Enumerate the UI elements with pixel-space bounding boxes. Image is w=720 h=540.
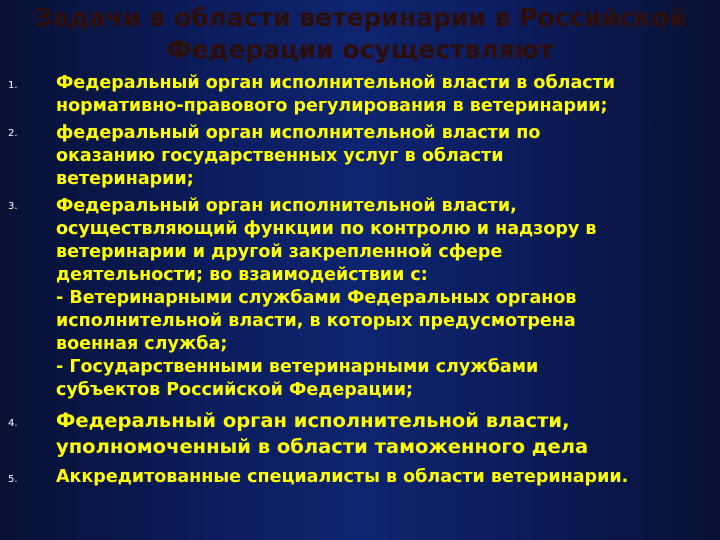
slide-title-line-2: Федерации осуществляют — [166, 35, 554, 64]
list-item-2 — [0, 122, 720, 191]
list-item-4 — [0, 408, 720, 460]
list-item-line: исполнительной власти, в которых предусмотрена — [56, 311, 576, 331]
slide-title — [0, 2, 720, 66]
list-item-number: 1. — [8, 80, 18, 91]
list-item-line: военная служба; — [56, 334, 228, 354]
list-item-line: федеральный орган исполнительной власти по — [56, 123, 541, 143]
list-item-line: уполномоченный в области таможенного дела — [56, 435, 589, 458]
list-item-line: деятельности; во взаимодействии с: — [56, 265, 428, 285]
slide-title-line-1: Задачи в области ветеринарии в Российской — [34, 3, 686, 32]
list-item-number: 5. — [8, 474, 18, 485]
list-item-text — [56, 408, 712, 460]
list-item-text — [56, 466, 712, 489]
list-item-number: 2. — [8, 128, 18, 139]
list-item-line: оказанию государственных услуг в области — [56, 146, 504, 166]
list-item-line: нормативно-правового регулирования в ветеринарии; — [56, 96, 608, 116]
list-item-number: 3. — [8, 201, 18, 212]
list-item-line: субъектов Российской Федерации; — [56, 380, 414, 400]
list-item-line: осуществляющий функции по контролю и надзору в — [56, 219, 597, 239]
list-item-line: ветеринарии; — [56, 169, 194, 189]
list-item-line: - Ветеринарными службами Федеральных органов — [56, 288, 577, 308]
list-item-1 — [0, 72, 720, 118]
list-item-text — [56, 72, 712, 118]
list-item-text — [56, 122, 712, 191]
numbered-list — [0, 70, 720, 489]
list-item-line: Федеральный орган исполнительной власти, — [56, 409, 570, 432]
list-item-line: ветеринарии и другой закрепленной сфере — [56, 242, 503, 262]
list-item-line: - Государственными ветеринарными службами — [56, 357, 539, 377]
list-item-text — [56, 195, 712, 402]
list-item-5 — [0, 466, 720, 489]
list-item-number: 4. — [8, 418, 18, 429]
list-item-line: Федеральный орган исполнительной власти, — [56, 196, 517, 216]
list-item-3 — [0, 195, 720, 402]
list-item-line: Аккредитованные специалисты в области ветеринарии. — [56, 467, 629, 487]
list-item-line: Федеральный орган исполнительной власти в области — [56, 73, 616, 93]
